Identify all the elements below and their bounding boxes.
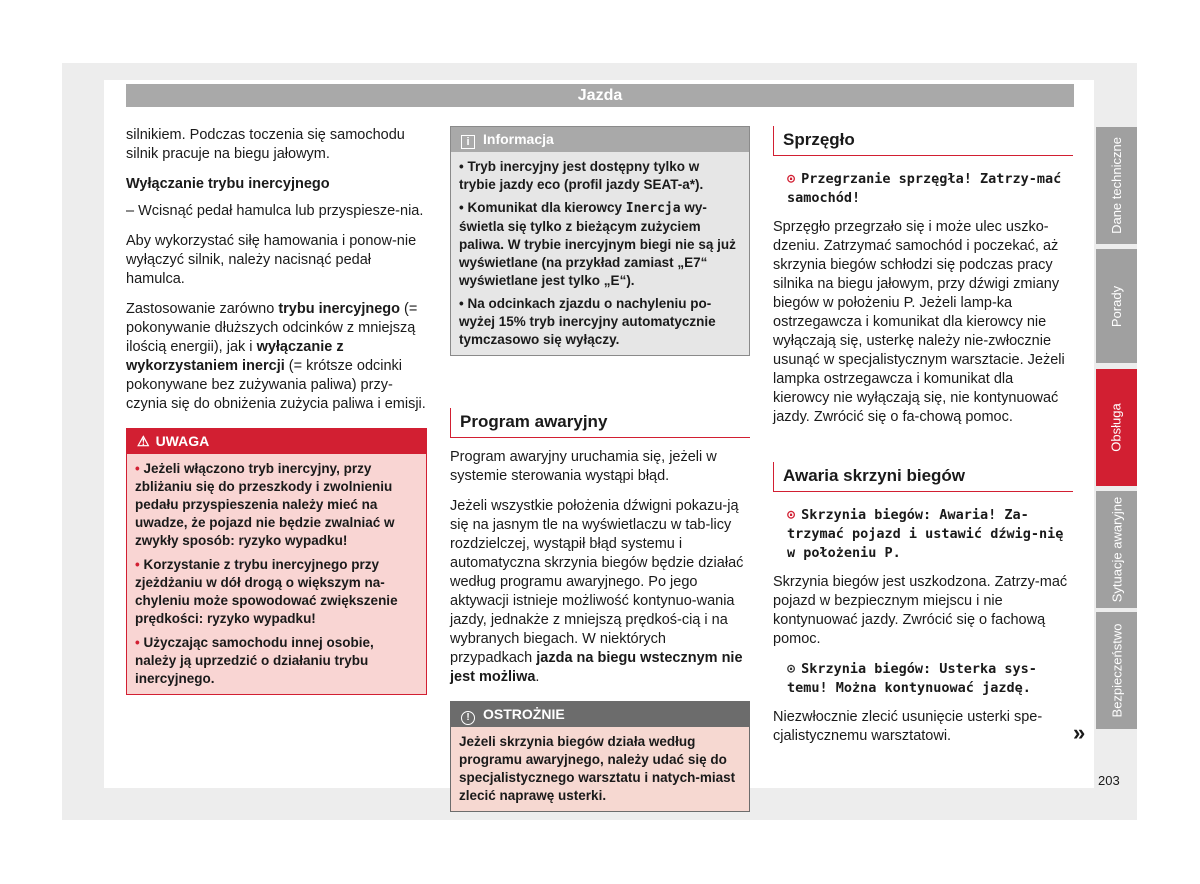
bullet-icon: • [135,557,140,572]
warning-body [127,454,426,694]
driver-message [773,506,1073,563]
paragraph: Aby wykorzystać siłę hamowania i ponow-nie wyłączyć silnik, należy nacisnąć pedał hamulca. [126,233,417,287]
paragraph [126,300,427,414]
warning-triangle-icon: ⚠ [137,433,150,449]
paragraph: Program awaryjny uruchamia się, jeżeli w systemie sterowania wystąpi błąd. [450,449,717,484]
tab-label: Dane techniczne [1109,137,1124,234]
caution-box [450,701,750,812]
info-icon: i [461,135,475,149]
driver-message [773,660,1073,698]
info-title: Informacja [483,131,554,147]
info-box [450,126,750,356]
info-item-text: Komunikat dla kierowcy [467,200,626,215]
text-run-bold: wyłączanie z wykorzystaniem inercji [126,339,344,374]
warning-item-text: Korzystanie z trybu inercyjnego przy zjeżdżaniu w dół drogą o większym na-chyleniu może spowodować zwiększenie prędkości: ryzyko wypadku! [135,557,398,626]
paragraph: Sprzęgło przegrzało się i może ulec uszko-dzeniu. Zatrzymać samochód i poczekać, aż skrzynia biegów schłodzi się podczas pracy silnika na biegu jałowym, przy dźwigi zmiany biegów w położeniu P. Jeżeli lamp-ka ostrzegawcza i komunikat dla kierowcy nie wyłączają się, usterkę należy nie-zwłocznie usunąć w specjalistycznym warsztacie. Jeżeli lampka ostrzegawcza i komunikat dla kierowcy nie wyłączają się, nie kontynuować jazdy. Zwrócić się o fa-chową pomoc. [773,219,1065,425]
driver-message-text: Skrzynia biegów: Usterka sys-temu! Można kontynuować jazdę. [787,661,1037,696]
warning-item-text: Użyczając samochodu innej osobie, należy ją uprzedzić o działaniu trybu inercyjnego. [135,635,374,686]
warning-lamp-icon: ⊙ [787,171,796,187]
tab-label: Porady [1109,285,1125,327]
info-item-text: Na odcinkach zjazdu o nachyleniu po-wyżej 15% tryb inercyjny automatycznie tymczasowo się wyłączy. [459,296,716,347]
tab-obsluga[interactable] [1096,369,1137,486]
bullet-icon: • [135,461,140,476]
bullet-icon: • [135,635,140,650]
section-title: Awaria skrzyni biegów [773,462,1073,492]
caution-icon: ! [461,711,475,725]
text-run-bold: trybu inercyjnego [278,301,400,317]
chapter-header: Jazda [126,84,1074,107]
step: – Wcisnąć pedał hamulca lub przyspiesze-nia. [126,203,424,219]
info-body [451,152,749,355]
info-item: • Tryb inercyjny jest dostępny tylko w trybie jazdy eco (profil jazdy SEAT-a*). [459,159,704,192]
text-run: (= pokonywanie dłuższych odcinków z mniejszą ilością energii), jak i [126,301,418,355]
column-middle [450,126,750,812]
warning-title: UWAGA [155,433,210,449]
tab-bezpieczenstwo[interactable] [1096,612,1137,729]
caution-header [451,702,749,727]
continue-mark: » [1073,720,1086,745]
driver-message-text: Przegrzanie sprzęgła! Zatrzy-mać samochód! [787,171,1062,206]
section-title: Sprzęgło [773,126,1073,156]
subheading: Wyłączanie trybu inercyjnego [126,176,330,192]
info-header [451,127,749,152]
text-run: Jeżeli wszystkie położenia dźwigni pokazu-ją się na jasnym tle na wyświetlaczu w tab-licy rozdzielczej, wystąpił błąd systemu i automatyczna skrzynia biegów będzie działać według programu awaryjnego. Po jego aktywacji istnieje możliwość kontynuo-wania jazdy, jednakże z mniejszą prędkoś-cią i na wybranych biegach. W niektórych przypadkach [450,498,744,666]
warning-lamp-icon: ⊙ [787,507,796,523]
warning-header [127,429,426,454]
text-run-bold: jazda na biegu wstecznym nie jest możliwa [450,650,743,685]
warning-item [135,556,416,628]
column-right [773,126,1073,757]
tab-porady[interactable] [1096,249,1137,363]
text-run: Zastosowanie zarówno [126,301,279,317]
paragraph: Skrzynia biegów jest uszkodzona. Zatrzy-mać pojazd w bezpiecznym miejscu i nie kontynuować jazdy. Zwrócić się o fachową pomoc. [773,574,1068,647]
info-item: • Komunikat dla kierowcy Inercja wy-świetla się tylko z bieżącym zużyciem paliwa. W trybie inercyjnym biegi nie są już wyświetlane (na przykład zamiast „E7“ wyświetlane jest tylko „E“). [459,200,736,288]
text-run: (= krótsze odcinki pokonywane bez zużywania paliwa) przy-czynia się do obniżenia zużycia paliwa i emisji. [126,358,426,412]
column-left [126,126,427,695]
info-item-code: Inercja [625,201,681,216]
paragraph: silnikiem. Podczas toczenia się samochodu silnik pracuje na biegu jałowym. [126,127,405,162]
caution-title: OSTROŻNIE [483,706,565,722]
driver-message-text: Skrzynia biegów: Awaria! Za-trzymać pojazd i ustawić dźwig-nię w położeniu P. [787,507,1064,561]
tab-label: Sytuacje awaryjne [1109,496,1124,603]
section-title: Program awaryjny [450,408,750,438]
warning-item [135,634,416,688]
gear-warning-icon: ⊙ [787,661,796,677]
info-item-text: Tryb inercyjny jest dostępny tylko w trybie jazdy eco (profil jazdy SEAT-a*). [459,159,704,192]
driver-message [773,170,1073,208]
warning-item-text: Jeżeli włączono tryb inercyjny, przy zbliżaniu się do przeszkody i zwolnieniu pedału przyspieszenia należy mieć na uwadze, że pojazd nie będzie zwalniać w zwykły sposób: ryzyko wypadku! [135,461,395,548]
tab-label: Obsługa [1109,403,1125,452]
paragraph [450,497,750,687]
info-item-text: wy-świetla się tylko z bieżącym zużyciem paliwa. W trybie inercyjnym biegi nie są już wyświetlane (na przykład zamiast „E7“ wyświetlane jest tylko „E“). [459,200,736,288]
info-item: • Na odcinkach zjazdu o nachyleniu po-wyżej 15% tryb inercyjny automatycznie tymczasowo się wyłączy. [459,296,716,347]
tab-label: Bezpieczeństwo [1109,623,1125,718]
text-run: . [535,669,540,685]
paragraph: Niezwłocznie zlecić usunięcie usterki spe-cjalistycznemu warsztatowi. [773,709,1043,744]
warning-box [126,428,427,695]
tab-sytuacje-awaryjne[interactable] [1096,491,1137,608]
warning-item [135,460,416,550]
caution-body: Jeżeli skrzynia biegów działa według programu awaryjnego, należy udać się do specjalistycznego warsztatu i natych-miast zlecić naprawę usterki. [459,734,736,803]
tab-dane-techniczne[interactable] [1096,127,1137,244]
page-number: 203 [1098,773,1120,788]
